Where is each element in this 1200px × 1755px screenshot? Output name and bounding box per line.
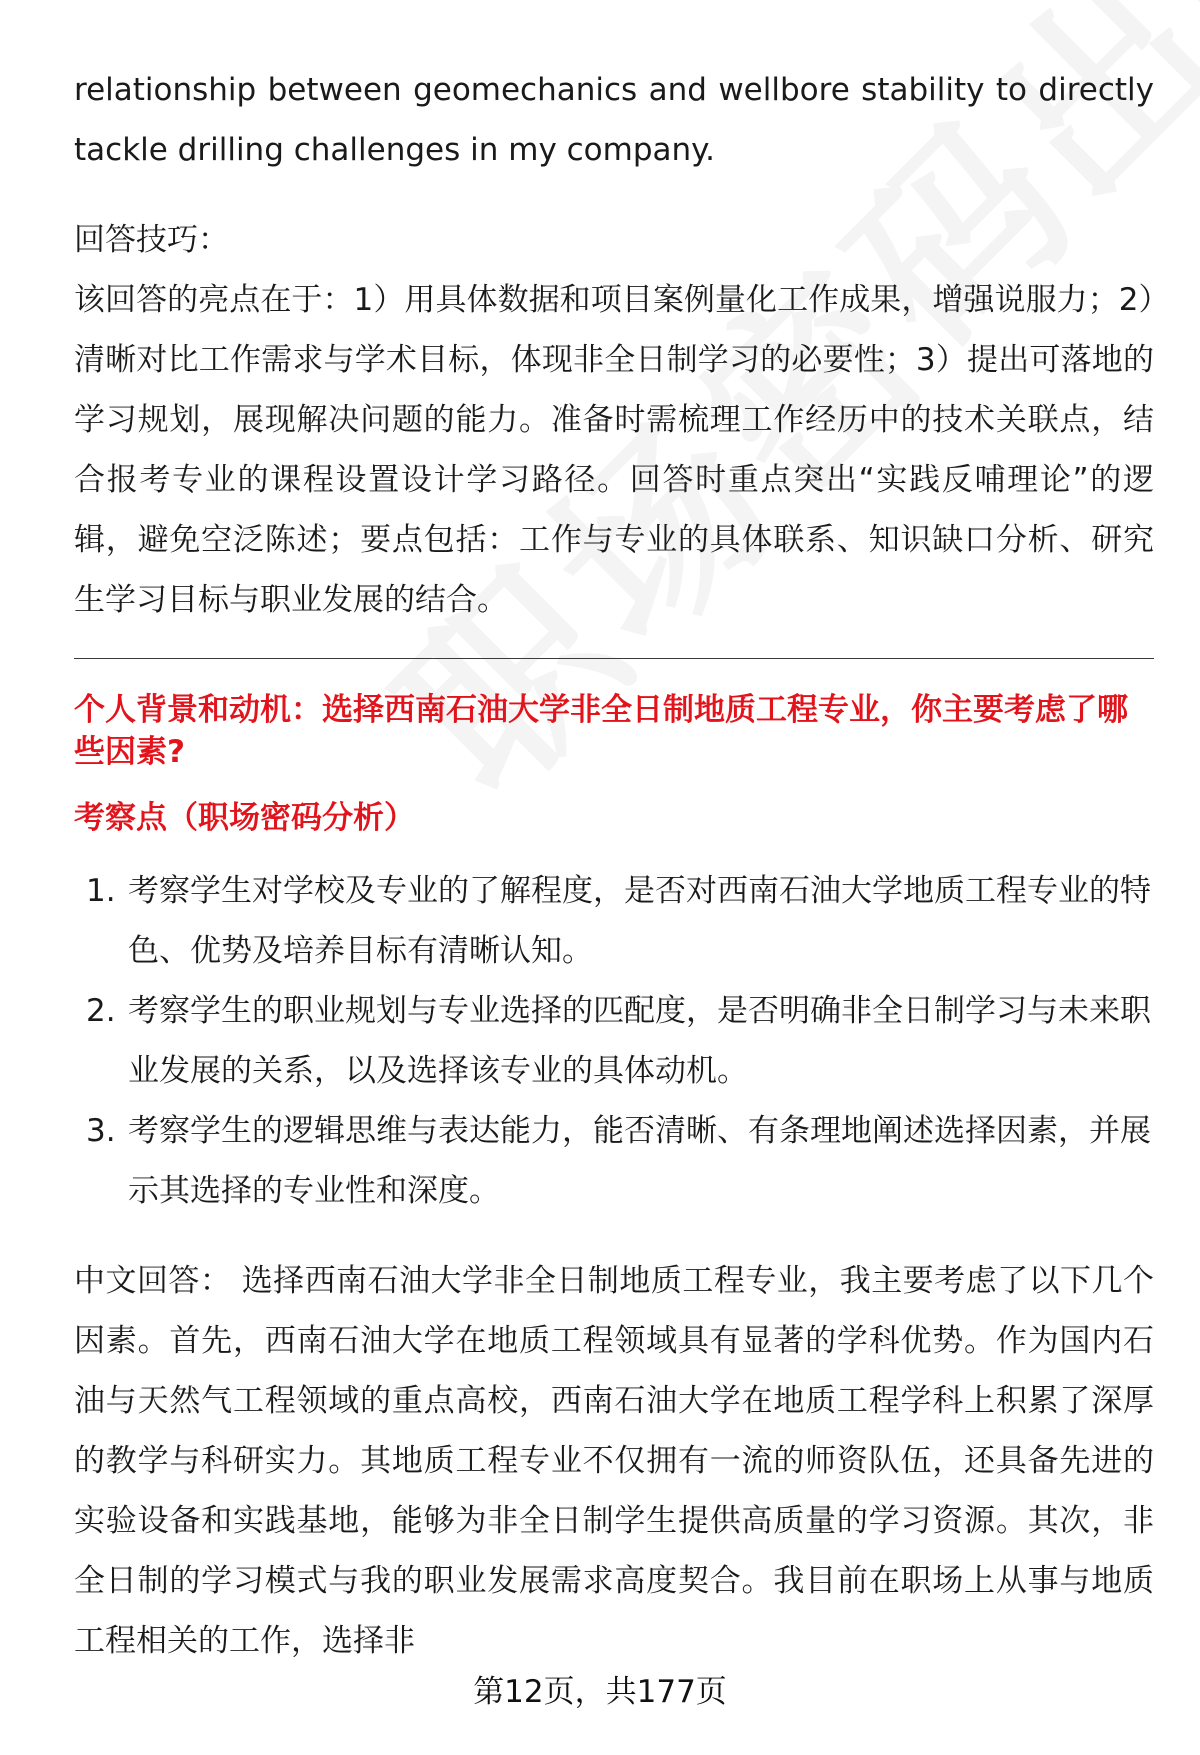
list-item-number: 1. xyxy=(86,873,116,909)
page-number: 第12页，共177页 xyxy=(473,1674,727,1710)
assessment-list xyxy=(74,861,1154,1221)
tips-heading: 回答技巧： xyxy=(74,222,229,258)
list-item xyxy=(74,981,1154,1101)
list-item-number: 2. xyxy=(86,993,116,1029)
list-item-text: 考察学生对学校及专业的了解程度，是否对西南石油大学地质工程专业的特色、优势及培养目标有清晰认知。 xyxy=(128,873,1151,969)
document-page xyxy=(74,60,1154,1671)
list-item xyxy=(74,861,1154,981)
list-item-text: 考察学生的职业规划与专业选择的匹配度，是否明确非全日制学习与未来职业发展的关系，以及选择该专业的具体动机。 xyxy=(128,993,1151,1089)
list-item xyxy=(74,1101,1154,1221)
answer-paragraph: 中文回答： 选择西南石油大学非全日制地质工程专业，我主要考虑了以下几个因素。首先，西南石油大学在地质工程领域具有显著的学科优势。作为国内石油与天然气工程领域的重点高校，西南石油大学在地质工程学科上积累了深厚的教学与科研实力。其地质工程专业不仅拥有一流的师资队伍，还具备先进的实验设备和实践基地，能够为非全日制学生提供高质量的学习资源。其次，非全日制的学习模式与我的职业发展需求高度契合。我目前在职场上从事与地质工程相关的工作，选择非 xyxy=(74,1263,1154,1659)
assessment-title: 考察点（职场密码分析） xyxy=(74,800,415,836)
tips-body: 该回答的亮点在于：1）用具体数据和项目案例量化工作成果，增强说服力；2）清晰对比工作需求与学术目标，体现非全日制学习的必要性；3）提出可落地的学习规划，展现解决问题的能力。准备时需梳理工作经历中的技术关联点，结合报考专业的课程设置设计学习路径。回答时重点突出“实践反哺理论”的逻辑，避免空泛陈述；要点包括：工作与专业的具体联系、知识缺口分析、研究生学习目标与职业发展的结合。 xyxy=(74,282,1154,618)
section-divider xyxy=(74,658,1154,659)
list-item-text: 考察学生的逻辑思维与表达能力，能否清晰、有条理地阐述选择因素，并展示其选择的专业性和深度。 xyxy=(128,1113,1151,1209)
question-heading: 个人背景和动机：选择西南石油大学非全日制地质工程专业，你主要考虑了哪些因素? xyxy=(74,692,1128,770)
list-item-number: 3. xyxy=(86,1113,116,1149)
intro-paragraph: relationship between geomechanics and wellbore stability to directly tackle drilling challenges in my company. xyxy=(74,72,1154,168)
